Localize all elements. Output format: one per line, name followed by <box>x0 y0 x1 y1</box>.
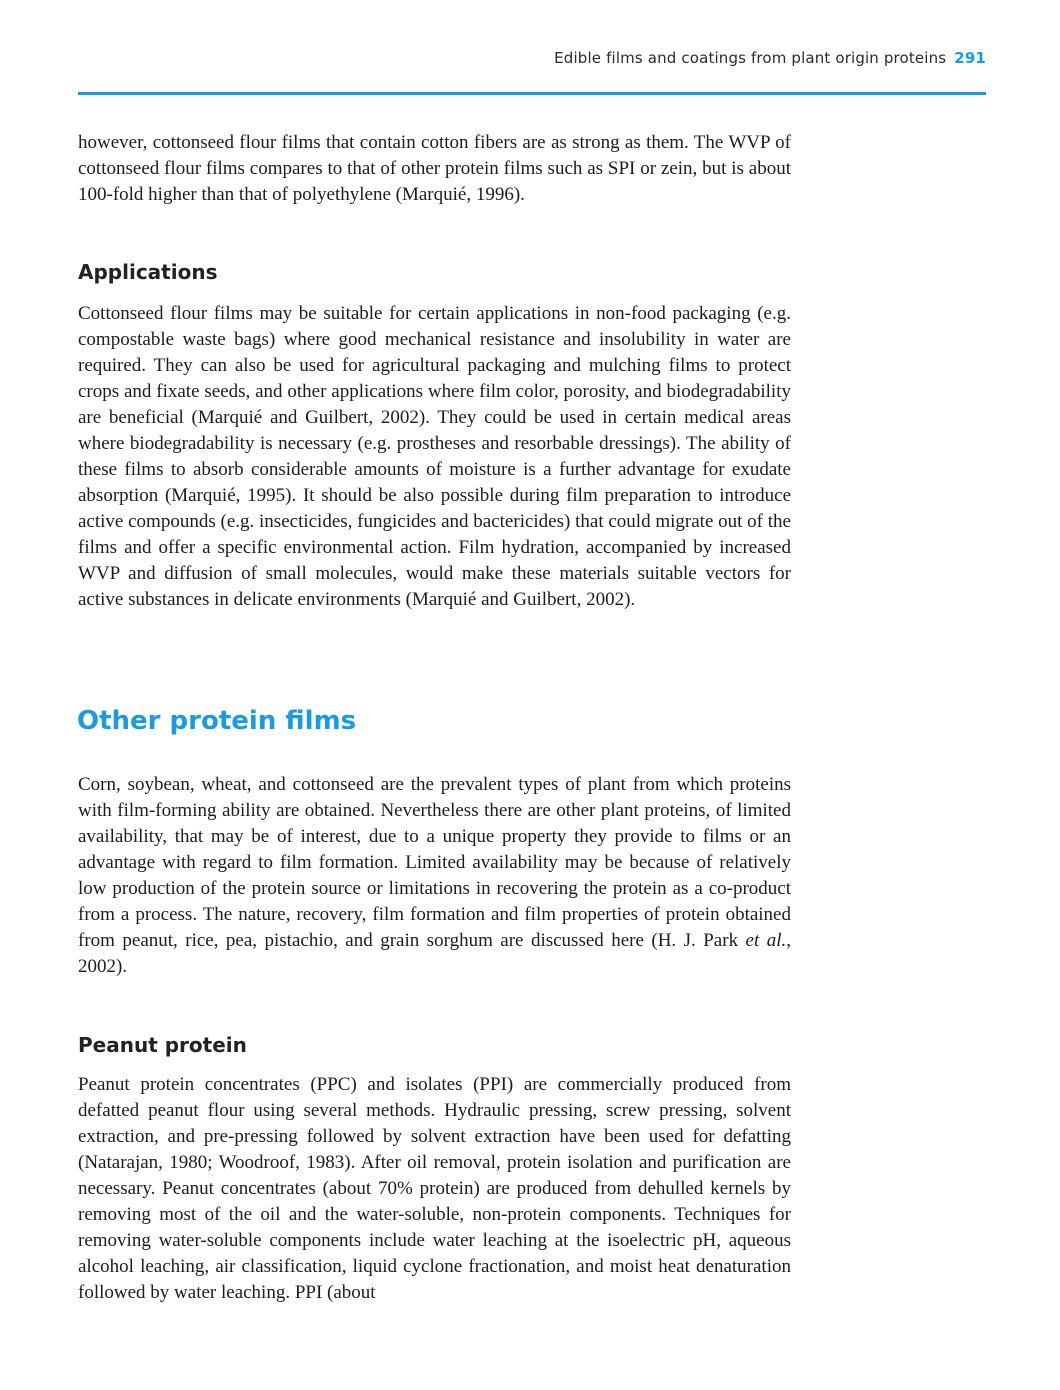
running-head <box>554 49 986 67</box>
paragraph-intro-continued: however, cottonseed flour films that contain cotton fibers are as strong as them. The WVP of cottonseed flour films compares to that of other protein films such as SPI or zein, but is about 100-fold higher than that of polyethylene (Marquié, 1996). <box>78 132 791 205</box>
running-title: Edible films and coatings from plant origin proteins <box>554 49 947 67</box>
paragraph-other-protein-films <box>78 772 791 980</box>
heading-peanut-protein: Peanut protein <box>78 1033 247 1057</box>
paragraph-text-end: , 2002). <box>78 930 791 977</box>
italic-et-al: et al. <box>745 930 787 951</box>
paragraph-peanut-protein: Peanut protein concentrates (PPC) and isolates (PPI) are commercially produced from defatted peanut flour using several methods. Hydraulic pressing, screw pressing, solvent extraction, and pre-pressing followed by solvent extraction have been used for defatting (Natarajan, 1980; Woodroof, 1983). After oil removal, protein isolation and purification are necessary. Peanut concentrates (about 70% protein) are produced from dehulled kernels by removing most of the oil and the water-soluble, non-protein components. Techniques for removing water-soluble components include water leaching at the isoelectric pH, aqueous alcohol leaching, air classification, liquid cyclone fractionation, and moist heat denaturation followed by water leaching. PPI (about <box>78 1074 791 1303</box>
heading-applications: Applications <box>78 260 218 284</box>
heading-other-protein-films: Other protein films <box>77 706 357 736</box>
paragraph-applications: Cottonseed flour films may be suitable for certain applications in non-food packaging (e.g. compostable waste bags) where good mechanical resistance and insolubility in water are required. They can also be used for agricultural packaging and mulching films to protect crops and fixate seeds, and other applications where film color, porosity, and biodegradability are beneficial (Marquié and Guilbert, 2002). They could be used in certain medical areas where biodegradability is necessary (e.g. prostheses and resorbable dressings). The ability of these films to absorb considerable amounts of moisture is a further advantage for exudate absorption (Marquié, 1995). It should be also possible during film preparation to introduce active compounds (e.g. insecticides, fungicides and bactericides) that could migrate out of the films and offer a specific environmental action. Film hydration, accompanied by increased WVP and diffusion of small molecules, would make these materials suitable vectors for active substances in delicate environments (Marquié and Guilbert, 2002). <box>78 303 791 610</box>
paragraph-text: Corn, soybean, wheat, and cottonseed are the prevalent types of plant from which proteins with film-forming ability are obtained. Nevertheless there are other plant proteins, of limited availability, that may be of interest, due to a unique property they provide to films or an advantage with regard to film formation. Limited availability may be because of relatively low production of the protein source or limitations in recovering the protein as a co-product from a process. The nature, recovery, film formation and film properties of protein obtained from peanut, rice, pea, pistachio, and grain sorghum are discussed here (H. J. Park <box>78 774 791 951</box>
header-rule <box>78 92 986 95</box>
page-number: 291 <box>954 49 986 67</box>
